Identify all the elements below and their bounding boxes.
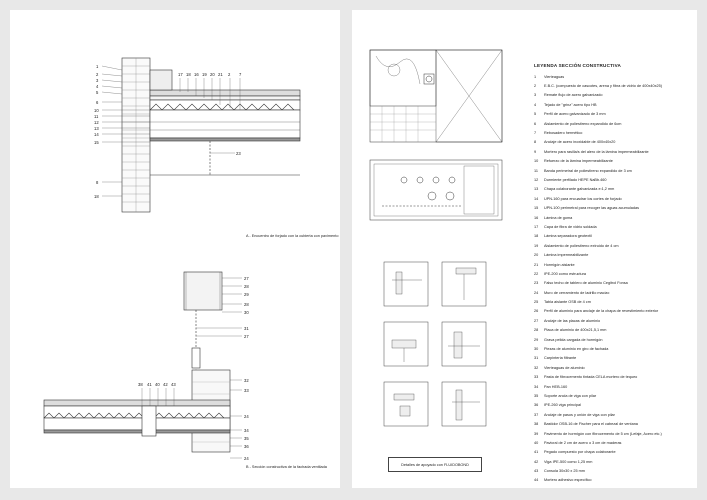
svg-text:29: 29 [244,292,249,297]
legend-item [534,363,690,372]
legend-item-text: Pasta de fibrocemento tintada CELA mortero de tequeo [544,375,638,380]
legend-item [534,335,690,344]
legend-item [534,279,690,288]
legend-item-text: Lámina de goma [544,215,573,220]
legend-item-number: 1 [534,74,537,79]
svg-text:18: 18 [186,72,191,77]
legend-item-text: Hormigón aislante [544,262,575,267]
svg-text:33: 33 [244,388,249,393]
legend-item-text: Soporte ancla de viga con pilar [544,393,597,398]
legend-item-text: IPE-260 viga principal [544,403,581,408]
legend-item-text: Grava pelida cargada de hormigón [544,337,603,342]
legend-item-number: 14 [534,196,539,201]
legend-item [534,194,690,203]
svg-text:6: 6 [96,100,99,105]
svg-text:20: 20 [210,72,215,77]
drawing-sheet-right [352,10,697,488]
svg-text:8: 8 [96,180,99,185]
legend-item-number: 26 [534,309,539,314]
legend-item-number: 19 [534,243,539,248]
legend-item [534,438,690,447]
legend-item-number: 42 [534,459,539,464]
legend-item-number: 10 [534,159,539,164]
legend-item-number: 41 [534,450,539,455]
legend-item-number: 28 [534,328,539,333]
legend-item [534,119,690,128]
legend-item [534,91,690,100]
legend-item-number: 13 [534,187,539,192]
legend-item-text: Mortero adhesivo específico [544,478,592,483]
legend-item [534,297,690,306]
legend-item [534,419,690,428]
legend-item-text: Lámina separadora geotextil [544,234,592,239]
svg-text:3: 3 [96,78,99,83]
svg-text:27: 27 [244,334,249,339]
legend-item [534,110,690,119]
svg-text:13: 13 [94,126,99,131]
legend-item [534,373,690,382]
legend-item [534,222,690,231]
legend-item [534,138,690,147]
legend-item-text: IPE-200 como estructura [544,271,586,276]
legend-item-text: Capa de fibra de vidrio soldada [544,224,597,229]
legend-item-number: 35 [534,393,539,398]
legend-item-text: Perfil de aluminio para anclaje de la chapa de revestimiento exterior [544,309,659,314]
legend-item-text: E.B.C. (compuesto de cascotes, arena y fibra de vidrio de 400x40x25) [544,84,662,89]
legend-item-text: Pavimento de hormigón con fibrocemento de 5 cm (Lefaje, Acero etc.) [544,431,662,436]
construction-legend [534,72,690,485]
svg-text:40: 40 [155,382,160,387]
svg-text:24: 24 [244,456,249,461]
legend-item-text: Falso techo de tablero de aluminio Cegitrol Fonsa [544,281,628,286]
legend-item-text: Tejado de "grinz" acero tipo HB [544,102,597,107]
legend-item-text: UPN-160 para encuadrar los cortes de forjado [544,196,622,201]
footer-caption: Detalles de apoyado con FLUIDOBOND [388,457,482,472]
legend-item-text: UPN-100 perimetral para recoger las aguas acumuladas [544,206,639,211]
legend-item [534,354,690,363]
legend-item-text: Anclaje de pasos y unión de viga con pilar [544,412,615,417]
legend-item-number: 38 [534,422,539,427]
svg-text:28: 28 [244,284,249,289]
connection-details-grid [384,262,486,426]
legend-item-text: Remate flujo de acero galvanizado [544,93,603,98]
legend-item [534,307,690,316]
legend-item-number: 32 [534,365,539,370]
legend-item-text: Pan HEB-160 [544,384,568,389]
drawing-sheet-left [10,10,340,488]
svg-text:2: 2 [96,72,99,77]
legend-item-number: 15 [534,206,539,211]
legend-item-text: Aislamiento de poliestireno extruido de 4 cm [544,243,619,248]
legend-item-text: Durmiente perfilado HEPE NaBb.460 [544,177,607,182]
legend-item [534,250,690,259]
legend-item-text: Muro de cerramiento de ladrillo macizo [544,290,610,295]
legend-item-number: 11 [534,168,538,173]
svg-text:4: 4 [96,84,99,89]
legend-item-number: 24 [534,290,539,295]
legend-item-number: 20 [534,253,539,258]
legend-item-number: 37 [534,412,539,417]
legend-item [534,232,690,241]
legend-item-text: Vierteaguas de aluminio [544,365,585,370]
svg-text:24: 24 [244,414,249,419]
legend-item-text: Tabla aislante OSB de 4 cm [544,300,591,305]
construction-section-drawing [10,10,340,488]
legend-item-text: Anclaje de las placas de aluminio [544,318,601,323]
legend-item-text: Banda perimetral de poliestireno expandido de 3 cm [544,168,632,173]
legend-item [534,382,690,391]
svg-text:7: 7 [239,72,242,77]
svg-text:27: 27 [244,276,249,281]
legend-item-number: 7 [534,131,537,136]
legend-item-number: 43 [534,469,539,474]
svg-text:28: 28 [244,302,249,307]
legend-item-number: 17 [534,224,539,229]
svg-text:16: 16 [194,72,199,77]
legend-item [534,175,690,184]
svg-text:23: 23 [236,151,241,156]
legend-item [534,410,690,419]
svg-text:10: 10 [94,108,99,113]
legend-item-text: Chapa colaborante galvanizada e:1,2 mm [544,187,615,192]
legend-item-number: 44 [534,478,539,483]
legend-item-number: 16 [534,215,539,220]
legend-item [534,316,690,325]
legend-item [534,429,690,438]
legend-item [534,166,690,175]
legend-item-text: Refuerzo de la lámina impermeabilizante [544,159,613,164]
legend-title: LEYENDA SECCIÓN CONSTRUCTIVA [534,63,622,68]
legend-item [534,326,690,335]
legend-item [534,100,690,109]
legend-item-number: 39 [534,431,539,436]
legend-item-text: Mortero para rasilla/s del alero de la lámina impermeabilizante [544,149,649,154]
legend-item-number: 36 [534,403,539,408]
legend-item-text: Bastidor OSB-16 de Fischer para el cabezal de ventana [544,422,638,427]
legend-item-number: 3 [534,93,537,98]
legend-item-number: 25 [534,300,539,305]
section-b-caption: B - Sección constructiva de la fachada ventilada [246,465,327,469]
legend-item-number: 9 [534,149,537,154]
legend-item-number: 33 [534,375,539,380]
legend-item-number: 6 [534,121,537,126]
legend-item [534,157,690,166]
legend-item-number: 22 [534,271,539,276]
legend-item [534,448,690,457]
legend-item-text: Rebosadero hermético [544,131,583,136]
svg-text:36: 36 [244,444,249,449]
legend-item-number: 21 [534,262,539,267]
legend-item-number: 27 [534,318,539,323]
section-a-caption: A - Encuentro de forjado con la cubierta con pavimento [246,234,339,238]
svg-text:42: 42 [163,382,168,387]
legend-item [534,260,690,269]
svg-text:14: 14 [94,132,99,137]
svg-text:2: 2 [228,72,231,77]
legend-item-number: 23 [534,281,539,286]
svg-text:11: 11 [94,114,99,119]
legend-item-text: Vierteaguas [544,74,565,79]
legend-item [534,81,690,90]
svg-text:30: 30 [244,310,249,315]
legend-item [534,401,690,410]
legend-item-text: Pavicral de 2 cm de acero o 3 cm de maderas [544,440,622,445]
svg-text:12: 12 [94,120,99,125]
svg-text:18: 18 [94,194,99,199]
foundation-plan-detail [370,160,502,220]
legend-item-text: Pegado compuesto por chapa colaborante [544,450,616,455]
legend-item [534,391,690,400]
legend-item [534,466,690,475]
section-a-detail [102,58,300,212]
legend-item-number: 2 [534,84,537,89]
legend-item-number: 31 [534,356,539,361]
floor-plan-detail [370,50,502,142]
svg-text:21: 21 [218,72,223,77]
legend-item-text: Perfil de acero galvanizado de 3 mm [544,112,606,117]
legend-item [534,147,690,156]
legend-item [534,476,690,485]
legend-item [534,185,690,194]
svg-text:17: 17 [178,72,183,77]
svg-text:34: 34 [244,428,249,433]
legend-item-number: 34 [534,384,539,389]
legend-item [534,241,690,250]
svg-text:1: 1 [96,64,99,69]
svg-text:19: 19 [202,72,207,77]
legend-item-number: 30 [534,347,539,352]
legend-item-text: Viga IPE-500 como 1,25 mm [544,459,593,464]
legend-item [534,128,690,137]
legend-item-number: 18 [534,234,539,239]
svg-text:32: 32 [244,378,249,383]
legend-item [534,269,690,278]
legend-item-text: Anclaje de acero inoxidable de 400x40x20 [544,140,616,145]
legend-item-number: 4 [534,102,537,107]
legend-item-number: 29 [534,337,539,342]
legend-item-number: 5 [534,112,537,117]
svg-text:5: 5 [96,90,99,95]
legend-item [534,213,690,222]
legend-item-number: 12 [534,177,539,182]
legend-item [534,203,690,212]
svg-text:41: 41 [147,382,152,387]
svg-text:43: 43 [171,382,176,387]
svg-text:31: 31 [244,326,249,331]
legend-item-number: 8 [534,140,537,145]
legend-item [534,344,690,353]
section-b-detail [44,272,242,458]
legend-item [534,288,690,297]
legend-item-text: Aislamiento de poliestireno expandido de 6cm [544,121,622,126]
legend-item [534,457,690,466]
legend-item [534,72,690,81]
legend-item-text: Placa de aluminio de 400x21,5,1 mm [544,328,607,333]
svg-text:35: 35 [244,436,249,441]
legend-item-text: Piezas de aluminio en giro de fachada [544,347,609,352]
svg-text:15: 15 [94,140,99,145]
legend-item-number: 40 [534,440,539,445]
legend-item-text: Consola 30x30 x 25 mm [544,469,585,474]
legend-item-text: Carpintería filtrante [544,356,577,361]
legend-item-text: Lámina impermeabilizante [544,253,589,258]
svg-text:38: 38 [138,382,143,387]
